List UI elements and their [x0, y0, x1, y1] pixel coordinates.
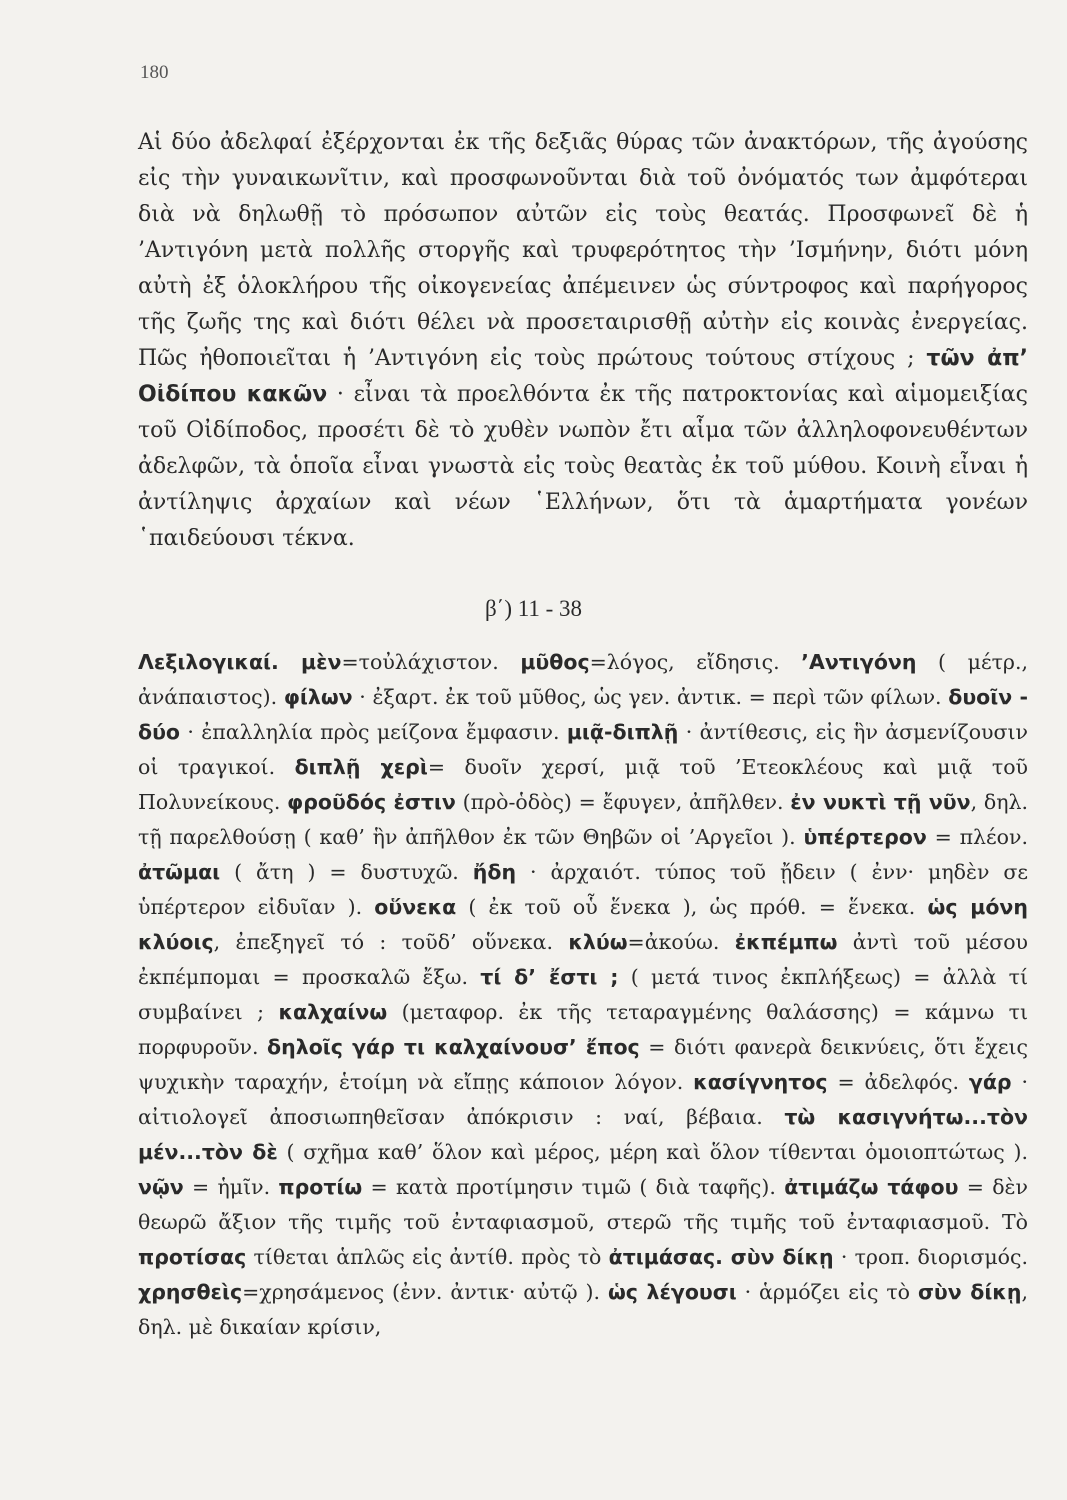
bold-term: χρησθεὶς: [138, 1280, 243, 1304]
text-run: = πλέον.: [926, 825, 1028, 849]
bold-term: ἀτιμάζω τάφου: [784, 1175, 959, 1199]
bold-term: προτίω: [278, 1175, 363, 1199]
text-run: · ἀρχαιότ. τύπος τοῦ ᾔδειν ( ἐνν· μηδὲν σε ὑπέρτερον εἰδυῖαν ).: [138, 860, 1028, 919]
text-run: =ἀκούω.: [627, 930, 735, 954]
text-run: , δηλ. μὲ δικαίαν κρίσιν,: [138, 1280, 1029, 1339]
text-run: = διότι φανερὰ δεικνύεις, ὅτι ἔχεις ψυχικὴν ταραχήν, ἑτοίμη νὰ εἴπῃς κάποιον λόγον.: [138, 1035, 1028, 1094]
bold-term: νῷν: [138, 1175, 184, 1199]
text-run: = κατὰ προτίμησιν τιμῶ ( διὰ ταφῆς).: [362, 1175, 785, 1199]
text-run: · ἐξαρτ. ἐκ τοῦ μῦθος, ὡς γεν. ἀντικ. = περὶ τῶν φίλων.: [352, 685, 949, 709]
bold-term: ὑπέρτερον: [803, 825, 927, 849]
bold-term: οὕνεκα: [374, 895, 457, 919]
text-run: (μεταφορ. ἐκ τῆς τεταραγμένης θαλάσσης) = κάμνω τι πορφυροῦν.: [138, 1000, 1028, 1059]
bold-term: δυοῖν - δύο: [138, 685, 1028, 744]
bold-term: τί δ’ ἔστι ;: [480, 965, 619, 989]
bold-term: δηλοῖς γάρ τι καλχαίνουσ’ ἔπος: [267, 1035, 640, 1059]
bold-term: ἀτῶμαι: [138, 860, 221, 884]
bold-term: Λεξιλογικαί. μὲν: [138, 650, 342, 674]
text-run: = δὲν θεωρῶ ἄξιον τῆς τιμῆς τοῦ ἐνταφιασμοῦ, στερῶ τῆς τιμῆς τοῦ ἐνταφιασμοῦ. Τὸ: [138, 1175, 1029, 1234]
bold-term: φροῦδός ἐστιν: [287, 790, 456, 814]
text-run: ( ἐκ τοῦ οὗ ἕνεκα ), ὡς πρόθ. = ἕνεκα.: [456, 895, 928, 919]
text-run: · ἐπαλληλία πρὸς μείζονα ἔμφασιν.: [180, 720, 567, 744]
bold-term: μῦθος: [520, 650, 590, 674]
text-run: =χρησάμενος (ἐνν. ἀντικ· αὐτῷ ).: [242, 1280, 608, 1304]
text-run: ( μέτρ., ἀνάπαιστος).: [138, 650, 1028, 709]
text-run: , δηλ. τῇ παρελθούσῃ ( καθ’ ἣν ἀπῆλθον ἐκ τῶν Θηβῶν οἱ ’Αργεῖοι ).: [138, 790, 1028, 849]
bold-term: φίλων: [283, 685, 353, 709]
text-run: Αἱ δύο ἀδελφαί ἐξέρχονται ἐκ τῆς δεξιᾶς θύρας τῶν ἀνακτόρων, τῆς ἀγούσης εἰς τὴν γυναικωνῖτιν, καὶ προσφωνοῦνται διὰ τοῦ ὀνόματός των ἀμφότεραι διὰ νὰ δηλωθῇ τὸ πρόσωπον αὐτῶν εἰς τοὺς θεατάς. Προσφωνεῖ δὲ ἡ ’Αντιγόνη μετὰ πολλῆς στοργῆς καὶ τρυφερότητος τὴν ’Ισμήνην, διότι μόνη αὐτὴ ἐξ ὁλοκλήρου τῆς οἰκογενείας ἀπέμεινεν ὡς σύντροφος καὶ παρήγορος τῆς ζωῆς της καὶ διότι θέλει νὰ προσεταιρισθῇ αὐτὴν εἰς κοινὰς ἐνεργείας. Πῶς ἠθοποιεῖται ἡ ’Αντιγόνη εἰς τοὺς πρώτους τούτους στίχους ;: [138, 130, 1028, 371]
text-run: =τοὐλάχιστον.: [341, 650, 521, 674]
bold-term: διπλῇ χερὶ: [294, 755, 428, 779]
text-run: τίθεται ἁπλῶς εἰς ἀντίθ. πρὸς τὸ: [246, 1245, 609, 1269]
bold-term: γάρ: [968, 1070, 1012, 1094]
bold-term: ὡς λέγουσι: [607, 1280, 737, 1304]
text-run: = ἡμῖν.: [183, 1175, 279, 1199]
bold-term: ἀτιμάσας. σὺν δίκῃ: [608, 1245, 834, 1269]
text-run: ( σχῆμα καθ’ ὅλον καὶ μέρος, μέρη καὶ ὅλον τίθενται ὁμοιοπτώτως ).: [277, 1140, 1028, 1164]
lexical-notes-paragraph: [138, 645, 1028, 1345]
bold-term: προτίσας: [138, 1245, 247, 1269]
text-run: · τροπ. διορισμός.: [833, 1245, 1029, 1269]
text-run: · αἰτιολογεῖ ἀποσιωπηθεῖσαν ἀπόκρισιν : ναί, βέβαια.: [138, 1070, 1028, 1129]
intro-paragraph: [138, 125, 1028, 557]
page-number: 180: [140, 62, 169, 83]
bold-term: τὼ κασιγνήτω...τὸν μέν...τὸν δὲ: [138, 1105, 1028, 1164]
text-run: =λόγος, εἴδησις.: [589, 650, 802, 674]
text-run: · ἁρμόζει εἰς τὸ: [736, 1280, 918, 1304]
text-run: ( ἄτη ) = δυστυχῶ.: [220, 860, 473, 884]
text-run: ( μετά τινος ἐκπλήξεως) = ἀλλὰ τί συμβαίνει ;: [138, 965, 1029, 1024]
text-run: = ἀδελφός.: [827, 1070, 969, 1094]
section-heading: β΄) 11 - 38: [484, 596, 583, 621]
bold-term: ἤδη: [472, 860, 517, 884]
text-run: (πρὸ-ὁδὸς) = ἔφυγεν, ἀπῆλθεν.: [455, 790, 791, 814]
bold-term: ἐκπέμπω: [734, 930, 838, 954]
bold-term: κλύω: [568, 930, 628, 954]
bold-term: καλχαίνω: [278, 1000, 388, 1024]
text-run: = δυοῖν χερσί, μιᾷ τοῦ ’Ετεοκλέους καὶ μιᾷ τοῦ Πολυνείκους.: [138, 755, 1028, 814]
text-run: , ἐπεξηγεῖ τό : τοῦδ’ οὕνεκα.: [213, 930, 569, 954]
bold-term: ’Αντιγόνη: [801, 650, 917, 674]
bold-term: μιᾷ-διπλῇ: [566, 720, 679, 744]
bold-term: ἐν νυκτὶ τῇ νῦν: [790, 790, 971, 814]
bold-term: κασίγνητος: [693, 1070, 828, 1094]
bold-term: σὺν δίκῃ: [917, 1280, 1022, 1304]
text-run: · εἶναι τὰ προελθόντα ἐκ τῆς πατροκτονίας καὶ αἱμομειξίας τοῦ Οἰδίποδος, προσέτι δὲ τὸ χυθὲν νωπὸν ἔτι αἷμα τῶν ἀλληλοφονευθέντων ἀδελφῶν, τὰ ὁποῖα εἶναι γνωστὰ εἰς τοὺς θεατὰς ἐκ τοῦ μύθου. Κοινὴ εἶναι ἡ ἀντίληψις ἀρχαίων καὶ νέων ῾Ελλήνων, ὅτι τὰ ἁμαρτήματα γονέων ῾παιδεύουσι τέκνα.: [138, 382, 1028, 551]
bold-term: ὡς μόνη κλύοις: [138, 895, 1028, 954]
text-run: · ἀντίθεσις, εἰς ἣν ἀσμενίζουσιν οἱ τραγικοί.: [138, 720, 1028, 779]
bold-term: τῶν ἀπ’ Οἰδίπου κακῶν: [138, 346, 1028, 407]
text-run: ἀντὶ τοῦ μέσου ἐκπέμπομαι = προσκαλῶ ἔξω.: [138, 930, 1028, 989]
